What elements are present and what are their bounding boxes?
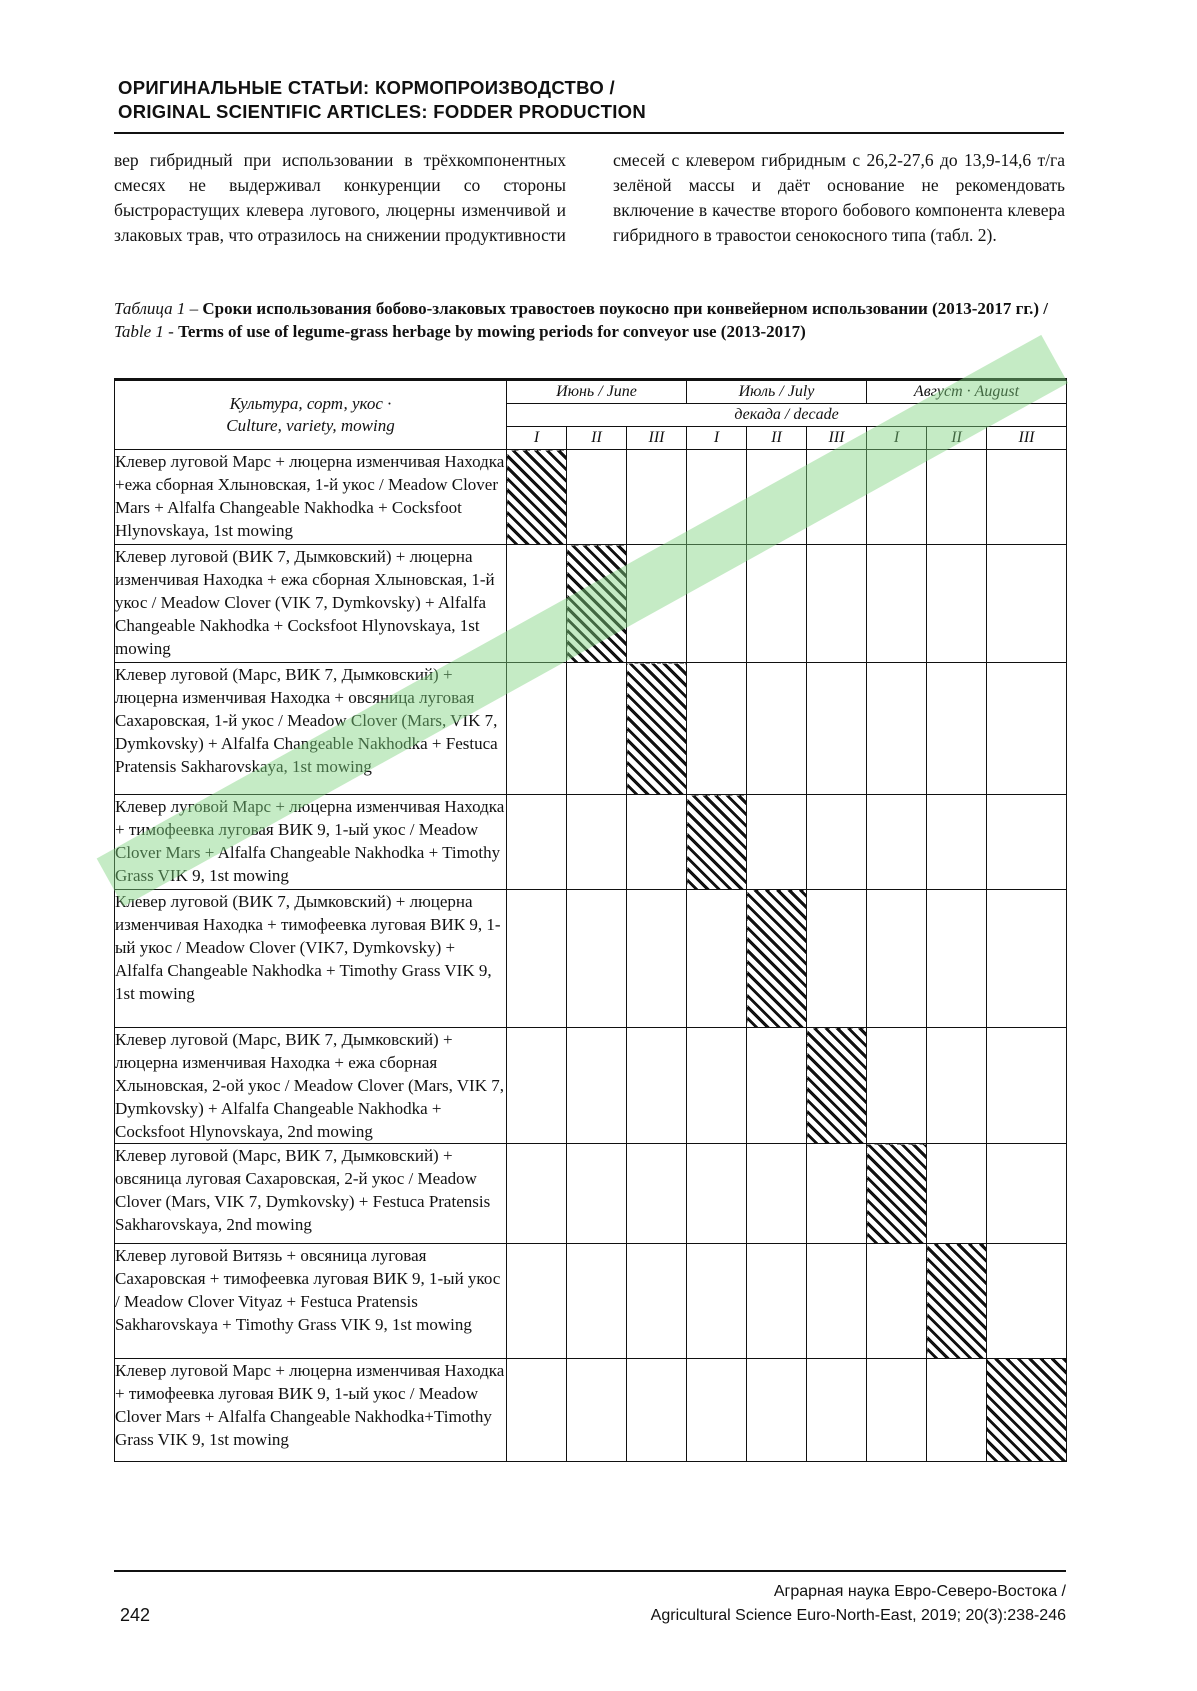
journal-reference	[651, 1580, 1066, 1628]
period-cell	[927, 1028, 987, 1144]
journal-ru: Аграрная наука Евро-Северо-Востока /	[773, 1583, 1066, 1600]
period-cell	[987, 1028, 1067, 1144]
period-cell	[507, 1244, 567, 1359]
period-cell	[567, 890, 627, 1028]
period-cell	[567, 795, 627, 890]
period-cell	[687, 1244, 747, 1359]
row-label: Клевер луговой (ВИК 7, Дымковский) + люцерна изменчивая Находка + тимофеевка луговая ВИК 9, 1-ый укос / Meadow Clover (VIK7, Dymkovsky) + Alfalfa Changeable Nakhodka + Timothy Grass VIK 9, 1st mowing	[115, 890, 507, 1028]
period-cell	[867, 1244, 927, 1359]
hatched-period-cell	[567, 545, 627, 663]
period-cell	[627, 450, 687, 545]
month-header-june: Июнь / June	[507, 380, 687, 404]
section-header	[118, 76, 1078, 124]
row-label: Клевер луговой (Марс, ВИК 7, Дымковский) + люцерна изменчивая Находка + ежа сборная Хлыновская, 2-ой укос / Meadow Clover (Mars, VIK 7, Dymkovsky) + Alfalfa Changeable Nakhodka + Cocksfoot Hlynovskaya, 2nd mowing	[115, 1028, 507, 1144]
period-cell	[627, 545, 687, 663]
period-cell	[867, 663, 927, 795]
period-cell	[687, 1144, 747, 1244]
period-cell	[807, 663, 867, 795]
period-cell	[567, 1244, 627, 1359]
period-cell	[747, 1244, 807, 1359]
month-header-august: Август · August	[867, 380, 1067, 404]
row-label: Клевер луговой Марс + люцерна изменчивая Находка + тимофеевка луговая ВИК 9, 1-ый укос / Meadow Clover Mars + Alfalfa Changeable Nakhodka + Timothy Grass VIK 9, 1st mowing	[115, 795, 507, 890]
period-cell	[747, 1144, 807, 1244]
period-cell	[567, 1144, 627, 1244]
period-cell	[507, 663, 567, 795]
hatched-period-cell	[987, 1359, 1067, 1462]
period-cell	[987, 1144, 1067, 1244]
page-number: 242	[120, 1605, 151, 1625]
period-cell	[747, 663, 807, 795]
row-label: Клевер луговой Марс + люцерна изменчивая Находка +ежа сборная Хлыновская, 1-й укос / Meadow Clover Mars + Alfalfa Changeable Nakhodka + Cocksfoot Hlynovskaya, 1st mowing	[115, 450, 507, 545]
period-cell	[687, 450, 747, 545]
period-cell	[627, 1244, 687, 1359]
period-cell	[987, 795, 1067, 890]
body-text-right: смесей с клевером гибридным с 26,2-27,6 до 13,9-14,6 т/га зелёной массы и даёт основание не рекомендовать включение в качестве второго бобового компонента клевера гибридного в травостои сенокосного типа (табл. 2).	[613, 150, 1065, 245]
row-label: Клевер луговой Марс + люцерна изменчивая Находка + тимофеевка луговая ВИК 9, 1-ый укос / Meadow Clover Mars + Alfalfa Changeable Nakhodka+Timothy Grass VIK 9, 1st mowing	[115, 1359, 507, 1462]
table-row	[115, 545, 1067, 663]
period-cell	[507, 1144, 567, 1244]
period-cell	[687, 663, 747, 795]
period-cell	[627, 890, 687, 1028]
period-cell	[807, 795, 867, 890]
decade-label: II	[747, 427, 807, 450]
culture-header-ru: Культура, сорт, укос ·	[229, 394, 392, 413]
period-cell	[687, 545, 747, 663]
period-cell	[507, 1359, 567, 1462]
decade-label: III	[987, 427, 1067, 450]
hatched-period-cell	[807, 1028, 867, 1144]
period-cell	[927, 890, 987, 1028]
caption-en-title: Terms of use of legume-grass herbage by mowing periods for conveyor use (2013-2017)	[178, 322, 806, 341]
section-header-ru: ОРИГИНАЛЬНЫЕ СТАТЬИ: КОРМОПРОИЗВОДСТВО /	[118, 77, 615, 98]
period-cell	[747, 1028, 807, 1144]
caption-ru	[114, 297, 1069, 320]
period-cell	[627, 1359, 687, 1462]
period-cell	[507, 545, 567, 663]
period-cell	[987, 890, 1067, 1028]
row-label: Клевер луговой (Марс, ВИК 7, Дымковский) + овсяница луговая Сахаровская, 2-й укос / Meadow Clover (Mars, VIK 7, Dymkovsky) + Festuca Pratensis Sakharovskaya, 2nd mowing	[115, 1144, 507, 1244]
period-cell	[807, 545, 867, 663]
header-rule	[114, 132, 1064, 134]
hatched-period-cell	[747, 890, 807, 1028]
period-cell	[507, 890, 567, 1028]
caption-ru-label: Таблица 1 –	[114, 299, 199, 318]
period-cell	[867, 795, 927, 890]
period-cell	[927, 1359, 987, 1462]
period-cell	[867, 1028, 927, 1144]
period-cell	[987, 1244, 1067, 1359]
decade-label: I	[687, 427, 747, 450]
table-row	[115, 890, 1067, 1028]
table-row	[115, 1028, 1067, 1144]
table-row	[115, 1244, 1067, 1359]
period-cell	[567, 450, 627, 545]
period-cell	[927, 795, 987, 890]
row-label: Клевер луговой Витязь + овсяница луговая Сахаровская + тимофеевка луговая ВИК 9, 1-ый укос / Meadow Clover Vityaz + Festuca Pratensis Sakharovskaya + Timothy Grass VIK 9, 1st mowing	[115, 1244, 507, 1359]
period-cell	[567, 1028, 627, 1144]
decade-label: II	[567, 427, 627, 450]
period-cell	[567, 1359, 627, 1462]
period-cell	[807, 890, 867, 1028]
period-cell	[987, 450, 1067, 545]
journal-en: Agricultural Science Euro-North-East, 2019; 20(3):238-246	[650, 1607, 1066, 1624]
period-cell	[627, 1028, 687, 1144]
period-cell	[867, 1359, 927, 1462]
hatched-period-cell	[507, 450, 567, 545]
period-cell	[627, 795, 687, 890]
period-cell	[867, 450, 927, 545]
period-cell	[867, 890, 927, 1028]
schedule-table	[114, 378, 1067, 1462]
table-row	[115, 663, 1067, 795]
culture-header	[115, 380, 507, 450]
section-header-en: ORIGINAL SCIENTIFIC ARTICLES: FODDER PRODUCTION	[118, 101, 646, 122]
period-cell	[567, 663, 627, 795]
period-cell	[927, 663, 987, 795]
period-cell	[927, 450, 987, 545]
table-caption	[114, 297, 1069, 343]
hatched-period-cell	[687, 795, 747, 890]
period-cell	[807, 1359, 867, 1462]
table-row	[115, 795, 1067, 890]
schedule-table-body	[115, 450, 1067, 1462]
month-header-july: Июль / July	[687, 380, 867, 404]
decade-label: III	[807, 427, 867, 450]
decade-header: декада / decade	[507, 404, 1067, 427]
period-cell	[807, 450, 867, 545]
table-row	[115, 450, 1067, 545]
decade-label: III	[627, 427, 687, 450]
period-cell	[507, 1028, 567, 1144]
hatched-period-cell	[927, 1244, 987, 1359]
period-cell	[747, 795, 807, 890]
caption-en	[114, 320, 1069, 343]
table-row	[115, 1144, 1067, 1244]
period-cell	[687, 1359, 747, 1462]
decade-label: II	[927, 427, 987, 450]
period-cell	[687, 1028, 747, 1144]
hatched-period-cell	[867, 1144, 927, 1244]
decade-label: I	[867, 427, 927, 450]
period-cell	[807, 1144, 867, 1244]
row-label: Клевер луговой (ВИК 7, Дымковский) + люцерна изменчивая Находка + ежа сборная Хлыновская, 1-й укос / Meadow Clover (VIK 7, Dymkovsky) + Alfalfa Changeable Nakhodka + Cocksfoot Hlynovskaya, 1st mowing	[115, 545, 507, 663]
period-cell	[987, 663, 1067, 795]
period-cell	[747, 545, 807, 663]
footer-rule	[114, 1570, 1066, 1572]
table-row	[115, 1359, 1067, 1462]
period-cell	[987, 545, 1067, 663]
period-cell	[627, 1144, 687, 1244]
culture-header-en: Culture, variety, mowing	[226, 416, 395, 435]
period-cell	[507, 795, 567, 890]
decade-label: I	[507, 427, 567, 450]
caption-ru-title: Сроки использования бобово-злаковых травостоев поукосно при конвейерном использовании (2013-2017 гг.) /	[202, 299, 1049, 318]
period-cell	[807, 1244, 867, 1359]
period-cell	[747, 1359, 807, 1462]
period-cell	[927, 545, 987, 663]
body-text-left: вер гибридный при использовании в трёхкомпонентных смесях не выдерживал конкуренции со стороны быстрорастущих клевера лугового, люцерны изменчивой и злаковых трав, что отразилось на снижении продуктивности	[114, 150, 566, 245]
period-cell	[927, 1144, 987, 1244]
period-cell	[687, 890, 747, 1028]
period-cell	[867, 545, 927, 663]
hatched-period-cell	[627, 663, 687, 795]
row-label: Клевер луговой (Марс, ВИК 7, Дымковский) + люцерна изменчивая Находка + овсяница луговая Сахаровская, 1-й укос / Meadow Clover (Mars, VIK 7, Dymkovsky) + Alfalfa Changeable Nakhodka + Festuca Pratensis Sakharovskaya, 1st mowing	[115, 663, 507, 795]
period-cell	[747, 450, 807, 545]
caption-en-label: Table 1 -	[114, 322, 174, 341]
